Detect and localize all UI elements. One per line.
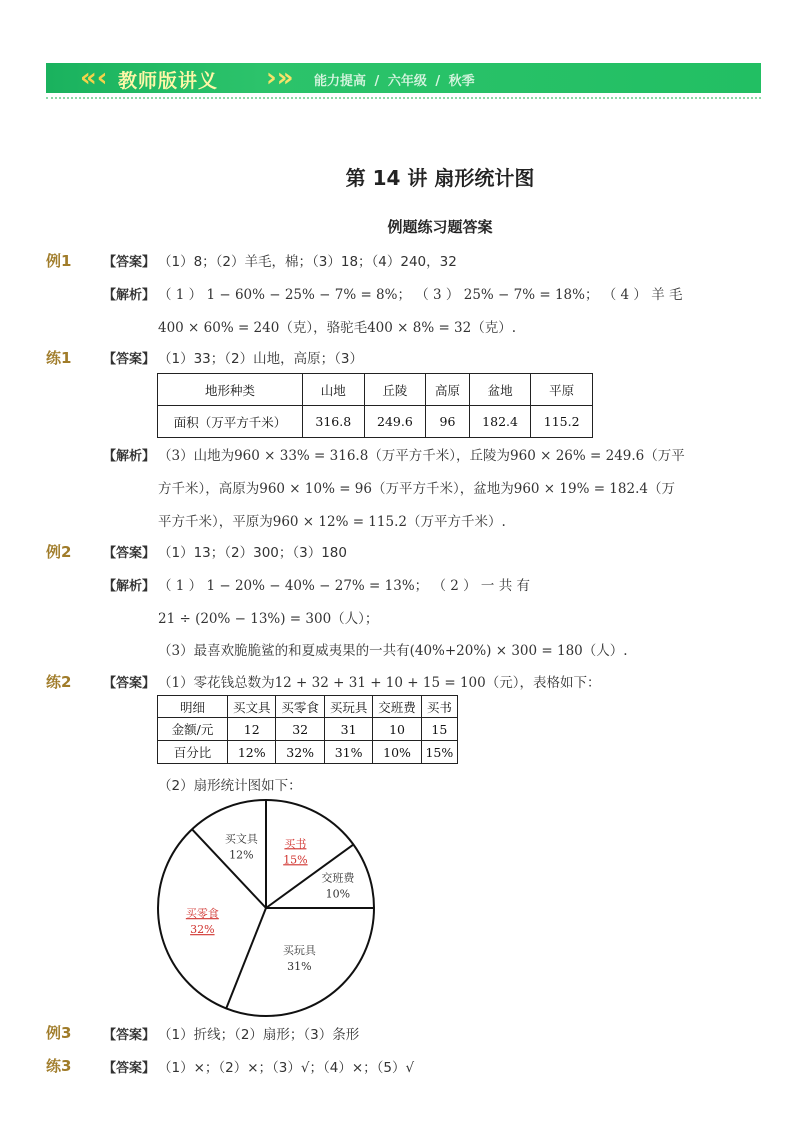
pie-slice-label: 买零食 xyxy=(185,907,219,921)
pocket-money-table xyxy=(157,695,458,764)
answer-text: （1）零花钱总数为12 + 32 + 31 + 10 + 15 = 100（元），表格如下： xyxy=(158,675,601,691)
example-label: 例2 xyxy=(46,543,72,561)
analysis-text: （3）最喜欢脆脆鲨的和夏威夷果的一共有(40%+20%) × 300 = 180（人）. xyxy=(158,643,628,659)
analysis-text: 平方千米），平原为960 × 12% = 115.2（万平方千米）. xyxy=(158,514,506,530)
pie-slice-value: 15% xyxy=(283,853,308,867)
table-header: 平原 xyxy=(531,374,593,406)
table-row-label: 金额/元 xyxy=(158,718,228,741)
header-title: 教师版讲义 xyxy=(118,70,219,92)
analysis-text: （ 1 ） 1 − 20% − 40% − 27% = 13%； （ 2 ） 一 共 有 xyxy=(158,578,530,594)
breadcrumb xyxy=(314,70,479,89)
analysis-text: （ 1 ） 1 − 60% − 25% − 7% = 8%； （ 3 ） 25% − 7% = 18%； （ 4 ） 羊 毛 xyxy=(158,287,683,303)
table-cell: 12 xyxy=(228,718,276,741)
answer-tag: 【答案】 xyxy=(103,546,156,561)
table-cell: 31% xyxy=(324,741,372,764)
analysis-text: （3）山地为960 × 33% = 316.8（万平方千米），丘陵为960 × 26% = 249.6（万平 xyxy=(158,448,685,464)
terrain-table xyxy=(157,373,593,438)
table-cell: 249.6 xyxy=(364,406,426,438)
practice-label: 练1 xyxy=(46,349,72,367)
answer-tag: 【答案】 xyxy=(103,1028,156,1043)
practice-label: 练3 xyxy=(46,1057,72,1075)
pie-slice-label: 买书 xyxy=(284,837,307,851)
breadcrumb-separator: / xyxy=(374,74,380,89)
breadcrumb-item: 六年级 xyxy=(387,74,427,89)
answer-text: （1）8；（2）羊毛，棉；（3）18；（4）240，32 xyxy=(158,254,457,270)
pie-slice-label: 交班费 xyxy=(321,871,355,885)
pie-slice-value: 31% xyxy=(287,960,312,974)
table-row-label: 面积（万平方千米） xyxy=(158,406,303,438)
double-chevron-right-icon: ›» xyxy=(266,63,294,93)
analysis-text: 400 × 60% = 240（克），骆驼毛400 × 8% = 32（克）. xyxy=(158,320,517,336)
pie-slice-label: 买玩具 xyxy=(282,944,316,958)
analysis-tag: 【解析】 xyxy=(103,579,156,594)
analysis-tag: 【解析】 xyxy=(103,449,156,464)
example-label: 例1 xyxy=(46,252,72,270)
pie-slice-value: 32% xyxy=(190,923,215,937)
table-row-label: 百分比 xyxy=(158,741,228,764)
table-header: 买零食 xyxy=(276,696,324,718)
breadcrumb-separator: / xyxy=(435,74,441,89)
table-cell: 10% xyxy=(373,741,421,764)
header-band xyxy=(46,63,761,93)
table-header: 买玩具 xyxy=(324,696,372,718)
answer-text: （1）折线；（2）扇形；（3）条形 xyxy=(158,1027,360,1043)
analysis-text: 方千米），高原为960 × 10% = 96（万平方千米），盆地为960 × 19% = 182.4（万 xyxy=(158,481,675,497)
table-cell: 31 xyxy=(324,718,372,741)
table-cell: 96 xyxy=(426,406,470,438)
answer-tag: 【答案】 xyxy=(103,676,156,691)
answer-tag: 【答案】 xyxy=(103,255,156,270)
table-cell: 32% xyxy=(276,741,324,764)
pie-slice-label: 买文具 xyxy=(224,832,258,846)
page-title: 第 14 讲 扇形统计图 xyxy=(345,166,535,190)
table-cell: 32 xyxy=(276,718,324,741)
section-title: 例题练习题答案 xyxy=(387,218,493,236)
example-label: 例3 xyxy=(46,1024,72,1042)
table-header: 山地 xyxy=(303,374,365,406)
table-header: 买文具 xyxy=(228,696,276,718)
answer-text: （1）33；（2）山地，高原；（3） xyxy=(158,351,363,367)
double-chevron-left-icon: «‹ xyxy=(80,63,108,93)
table-header: 地形种类 xyxy=(158,374,303,406)
answer-tag: 【答案】 xyxy=(103,1061,156,1076)
table-header: 盆地 xyxy=(469,374,531,406)
table-header: 买书 xyxy=(421,696,457,718)
table-cell: 15 xyxy=(421,718,457,741)
header-divider xyxy=(46,97,761,99)
table-cell: 115.2 xyxy=(531,406,593,438)
table-header: 交班费 xyxy=(373,696,421,718)
table-header: 高原 xyxy=(426,374,470,406)
table-cell: 182.4 xyxy=(469,406,531,438)
answer-text: （1）×；（2）×；（3）√；（4）×；（5）√ xyxy=(158,1060,415,1076)
table-cell: 10 xyxy=(373,718,421,741)
pie-slice-value: 12% xyxy=(229,848,254,862)
breadcrumb-item: 能力提高 xyxy=(314,74,367,89)
pie-chart xyxy=(155,797,377,1019)
answer-tag: 【答案】 xyxy=(103,352,156,367)
table-header: 丘陵 xyxy=(364,374,426,406)
analysis-text: 21 ÷ (20% − 13%) = 300（人）； xyxy=(158,611,379,627)
answer-text: （1）13；（2）300；（3）180 xyxy=(158,545,347,561)
analysis-tag: 【解析】 xyxy=(103,288,156,303)
pie-slice-value: 10% xyxy=(325,887,351,901)
breadcrumb-item: 秋季 xyxy=(448,74,475,89)
table-cell: 15% xyxy=(421,741,457,764)
pie-caption: （2）扇形统计图如下： xyxy=(158,778,302,794)
table-cell: 316.8 xyxy=(303,406,365,438)
practice-label: 练2 xyxy=(46,673,72,691)
table-cell: 12% xyxy=(228,741,276,764)
table-header: 明细 xyxy=(158,696,228,718)
